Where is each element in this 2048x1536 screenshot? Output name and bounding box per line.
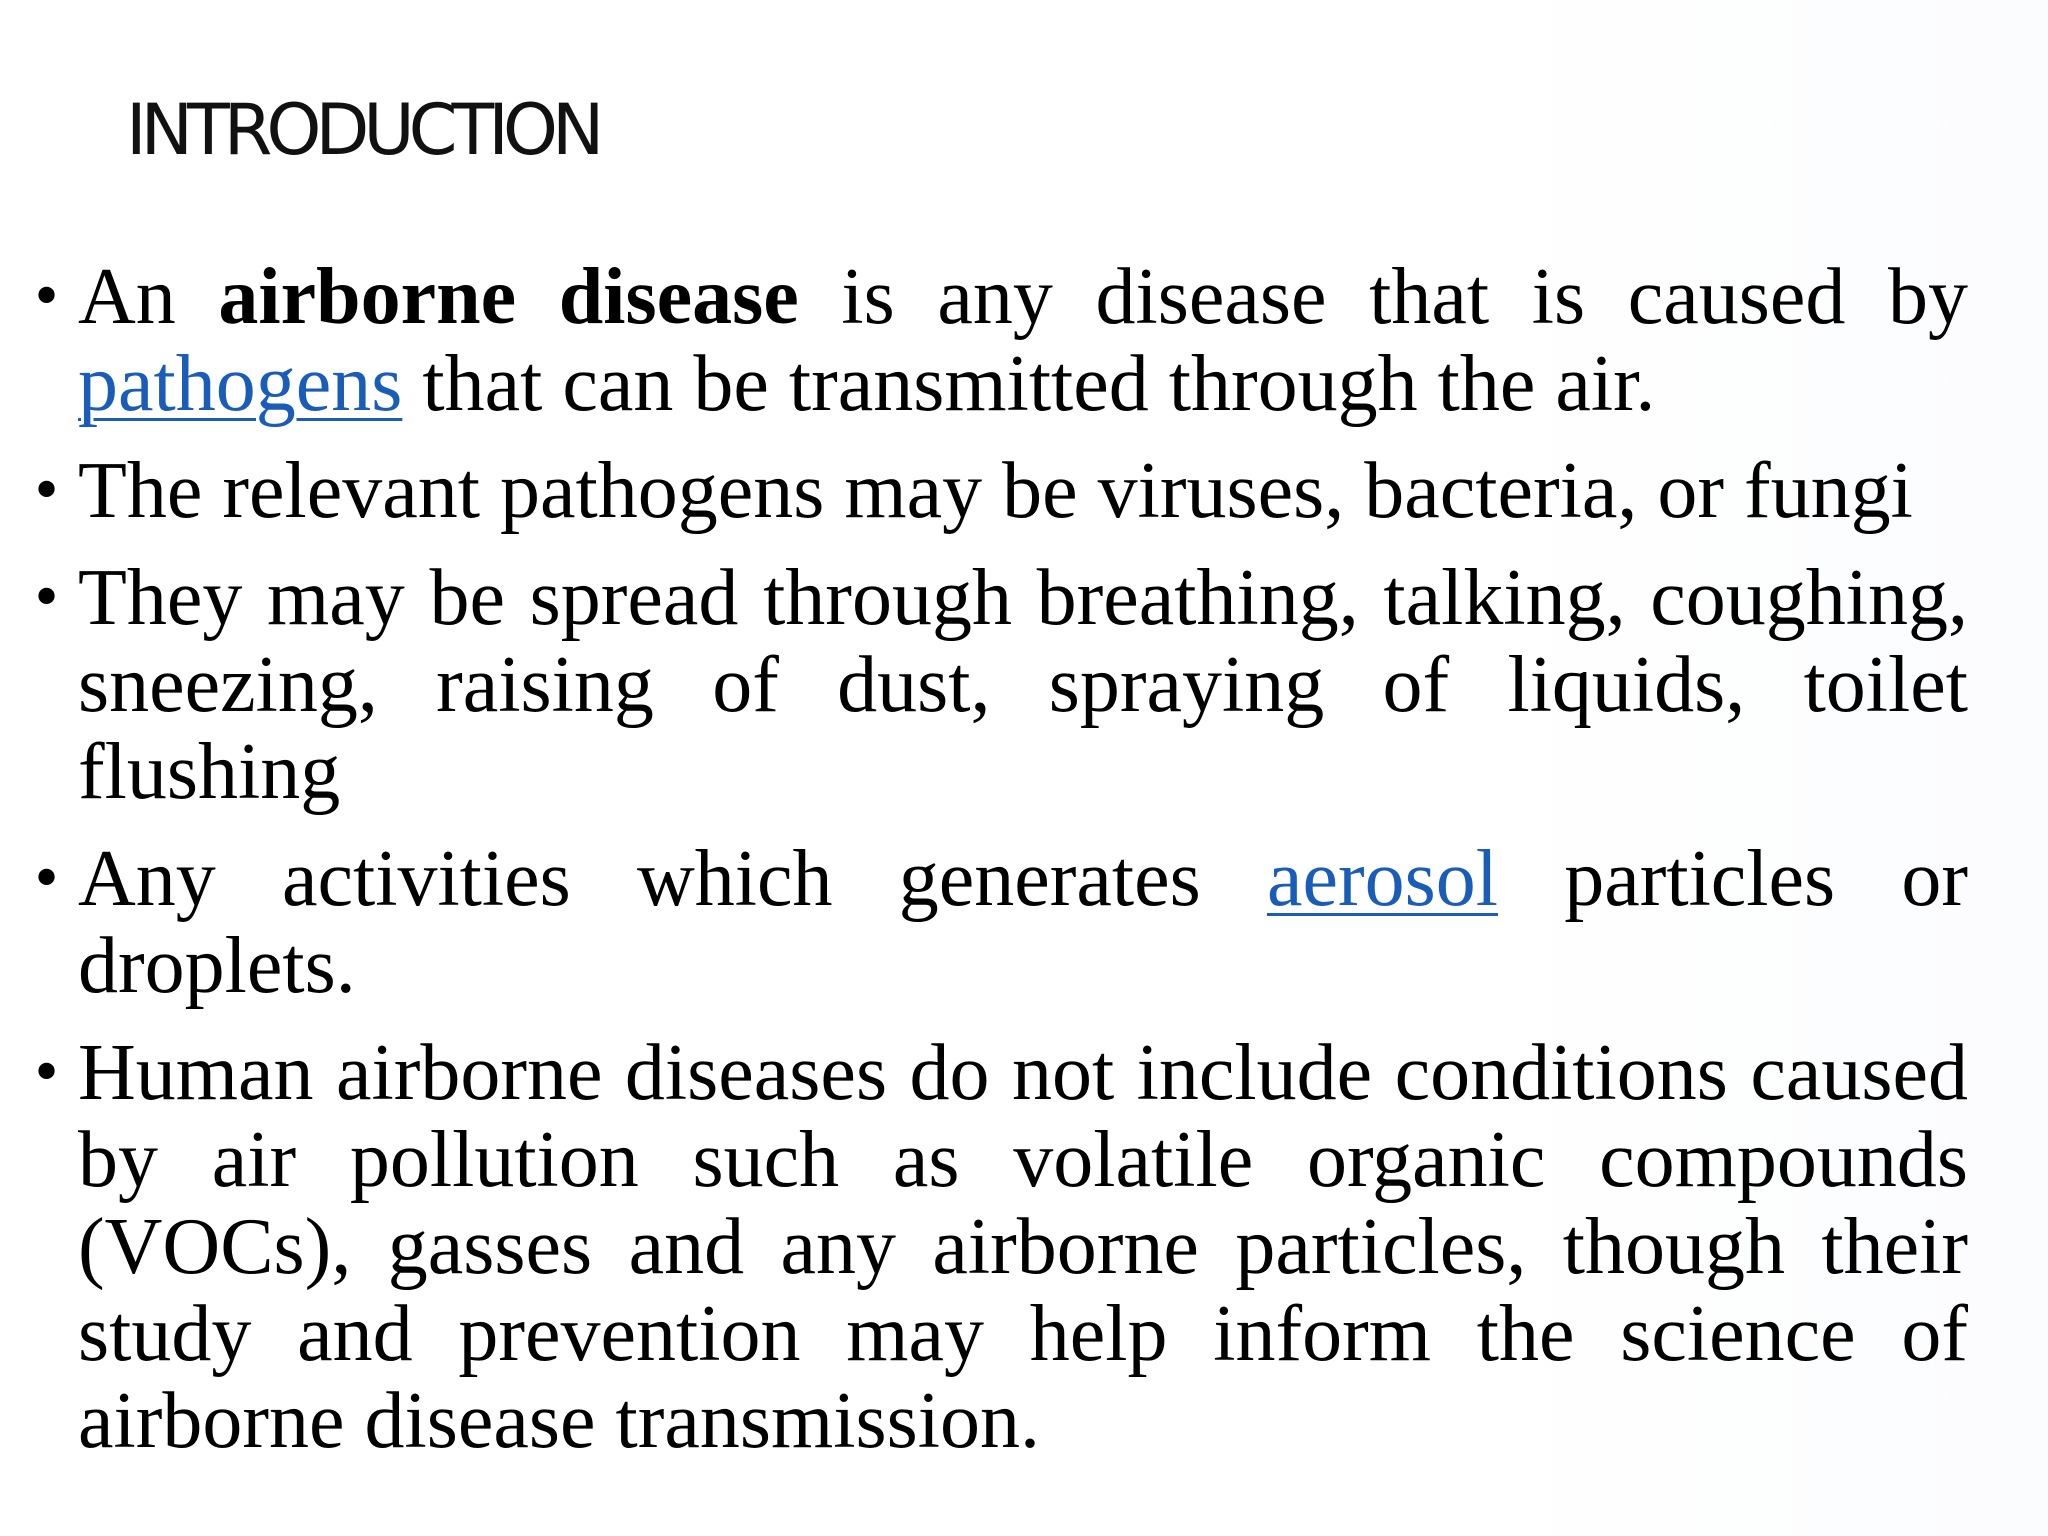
bullet-text: particles or droplets. [78, 835, 1969, 1010]
bullet-pathogen-types [30, 448, 1968, 535]
aerosol-link[interactable]: aerosol [1266, 835, 1498, 923]
bullet-exclusions [30, 1030, 1968, 1465]
bullet-marker: • [30, 1041, 64, 1106]
bullet-aerosol-activities [30, 836, 1968, 1010]
bullet-marker: • [30, 847, 64, 912]
bullet-marker: • [30, 566, 64, 631]
bullet-text: The relevant pathogens may be viruses, bacteria, or fungi [78, 447, 1913, 535]
bullet-text: Human airborne diseases do not include conditions caused by air pollution such as volatile organic compounds (VOCs), gasses and any airborne particles, though their study and prevention may help inform the science of airborne disease transmission. [78, 1029, 1968, 1465]
bullet-text: Any activities which generates [78, 835, 1201, 923]
bullet-text: They may be spread through breathing, talking, coughing, sneezing, raising of dust, spraying of liquids, toilet flushing [78, 554, 1968, 816]
bullet-airborne-definition [30, 254, 1968, 428]
bold-term: airborne disease [218, 253, 799, 341]
bullet-text: is any disease that is caused by [841, 253, 1968, 341]
pathogens-link[interactable]: pathogens [78, 340, 403, 428]
bullet-spread-methods [30, 555, 1968, 816]
bullet-list [30, 254, 1968, 1485]
bullet-marker: • [30, 459, 64, 524]
bullet-text: An [78, 253, 176, 341]
bullet-text: that can be transmitted through the air. [422, 340, 1656, 428]
bullet-marker: • [30, 265, 64, 330]
slide-title: INTRODUCTION [126, 89, 599, 171]
